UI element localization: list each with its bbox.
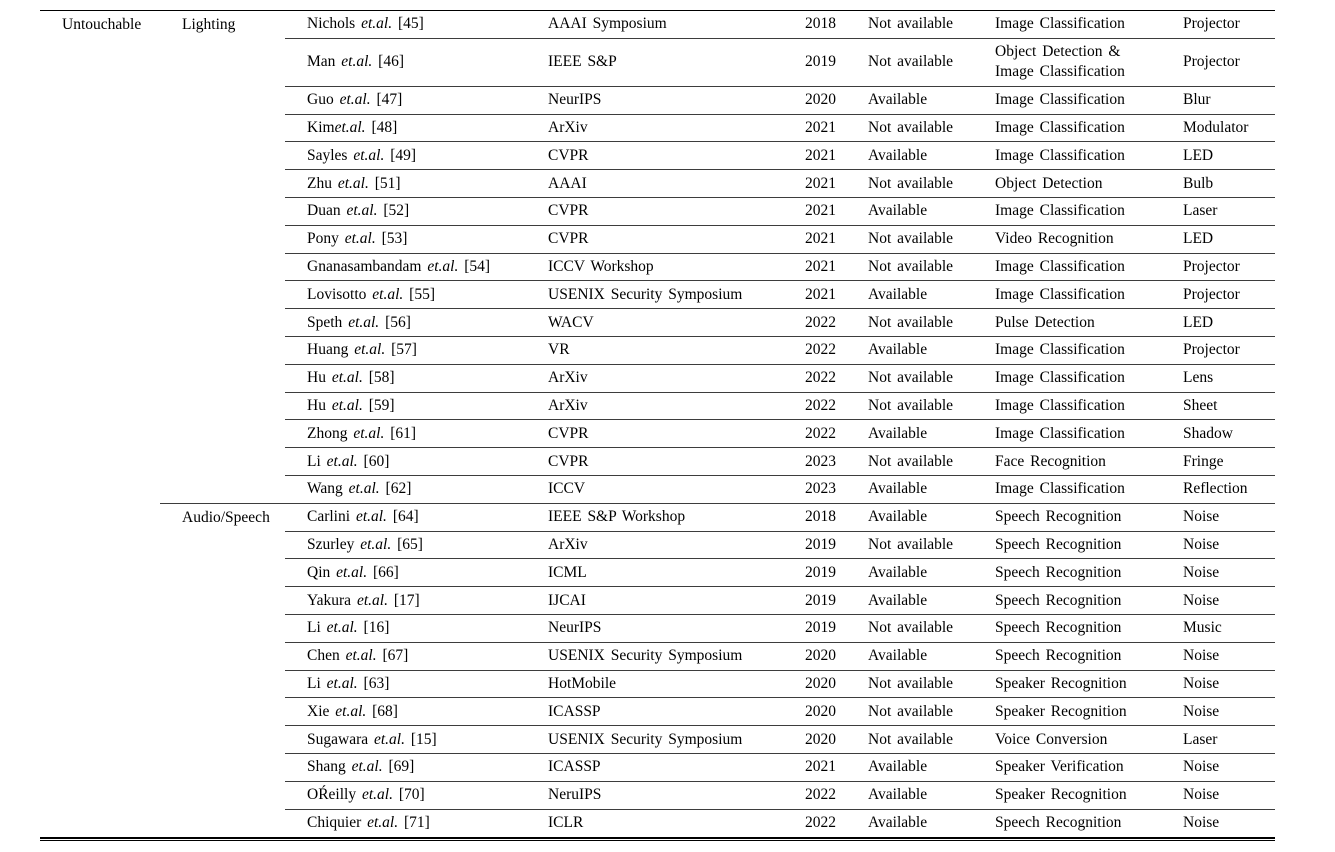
venue-cell: CVPR bbox=[526, 420, 783, 448]
availability-cell: Not available bbox=[846, 253, 973, 281]
reference-cell bbox=[285, 698, 526, 726]
reference-cell bbox=[285, 38, 526, 86]
author-name: Speth bbox=[307, 313, 349, 331]
author-name: Wang bbox=[307, 480, 349, 498]
medium-cell: Noise bbox=[1161, 670, 1275, 698]
year-cell: 2021 bbox=[783, 753, 846, 781]
reference-cell bbox=[285, 475, 526, 503]
reference-cell bbox=[285, 531, 526, 559]
availability-cell: Not available bbox=[846, 726, 973, 754]
author-name: Man bbox=[307, 53, 342, 71]
citation-number: [46] bbox=[372, 53, 404, 71]
venue-cell: USENIX Security Symposium bbox=[526, 281, 783, 309]
task-cell: Object Detection & Image Classification bbox=[973, 38, 1161, 86]
medium-cell: Noise bbox=[1161, 698, 1275, 726]
task-cell: Speech Recognition bbox=[973, 503, 1161, 531]
task-cell: Object Detection bbox=[973, 170, 1161, 198]
venue-cell: WACV bbox=[526, 309, 783, 337]
etal-label: et.al. bbox=[334, 118, 366, 136]
venue-cell: CVPR bbox=[526, 448, 783, 476]
citation-number: [15] bbox=[405, 730, 437, 748]
task-cell: Image Classification bbox=[973, 336, 1161, 364]
author-name: Guo bbox=[307, 91, 340, 109]
author-name: Zhong bbox=[307, 424, 354, 442]
year-cell: 2021 bbox=[783, 225, 846, 253]
etal-label: et.al. bbox=[353, 146, 385, 164]
medium-cell: Blur bbox=[1161, 86, 1275, 114]
author-name: Nichols bbox=[307, 15, 362, 33]
medium-cell: LED bbox=[1161, 309, 1275, 337]
year-cell: 2021 bbox=[783, 170, 846, 198]
table-row bbox=[40, 503, 1275, 531]
author-name: Duan bbox=[307, 202, 347, 220]
medium-cell: Reflection bbox=[1161, 475, 1275, 503]
medium-cell: Projector bbox=[1161, 281, 1275, 309]
etal-label: et.al. bbox=[360, 535, 392, 553]
etal-label: et.al. bbox=[355, 508, 387, 526]
year-cell: 2018 bbox=[783, 503, 846, 531]
venue-cell: AAAI bbox=[526, 170, 783, 198]
year-cell: 2019 bbox=[783, 531, 846, 559]
author-name: Yakura bbox=[307, 591, 357, 609]
etal-label: et.al. bbox=[356, 591, 388, 609]
task-cell: Image Classification bbox=[973, 392, 1161, 420]
task-cell: Pulse Detection bbox=[973, 309, 1161, 337]
citation-number: [47] bbox=[370, 91, 403, 109]
venue-cell: CVPR bbox=[526, 142, 783, 170]
author-name: OŔeilly bbox=[307, 786, 362, 804]
reference-cell bbox=[285, 642, 526, 670]
task-cell: Speech Recognition bbox=[973, 587, 1161, 615]
citation-number: [65] bbox=[391, 535, 423, 553]
year-cell: 2020 bbox=[783, 698, 846, 726]
citation-number: [53] bbox=[375, 230, 408, 248]
medium-cell: Noise bbox=[1161, 781, 1275, 809]
availability-cell: Not available bbox=[846, 392, 973, 420]
medium-cell: Projector bbox=[1161, 38, 1275, 86]
availability-cell: Not available bbox=[846, 38, 973, 86]
reference-cell bbox=[285, 114, 526, 142]
subcategory-cell: Audio/Speech bbox=[182, 508, 270, 526]
venue-cell: IEEE S&P bbox=[526, 38, 783, 86]
reference-cell bbox=[285, 11, 526, 39]
year-cell: 2022 bbox=[805, 814, 836, 832]
year-cell: 2021 bbox=[783, 253, 846, 281]
author-name: Sayles bbox=[307, 146, 354, 164]
task-cell: Image Classification bbox=[973, 114, 1161, 142]
task-cell: Video Recognition bbox=[973, 225, 1161, 253]
year-cell: 2020 bbox=[783, 670, 846, 698]
year-cell: 2022 bbox=[783, 364, 846, 392]
year-cell: 2022 bbox=[783, 336, 846, 364]
year-cell: 2023 bbox=[783, 475, 846, 503]
year-cell: 2019 bbox=[783, 587, 846, 615]
author-name: Zhu bbox=[307, 174, 338, 192]
availability-cell: Available bbox=[846, 420, 973, 448]
availability-cell: Not available bbox=[846, 698, 973, 726]
availability-cell: Available bbox=[846, 281, 973, 309]
medium-cell: Fringe bbox=[1161, 448, 1275, 476]
medium-cell: Noise bbox=[1161, 531, 1275, 559]
attack-survey-table bbox=[40, 10, 1275, 837]
venue-cell: IEEE S&P Workshop bbox=[526, 503, 783, 531]
venue-cell: ArXiv bbox=[526, 531, 783, 559]
reference-cell bbox=[285, 670, 526, 698]
venue-cell: ICML bbox=[526, 559, 783, 587]
availability-cell: Not available bbox=[846, 225, 973, 253]
etal-label: et.al. bbox=[339, 91, 371, 109]
task-cell: Image Classification bbox=[973, 364, 1161, 392]
task-cell: Image Classification bbox=[973, 281, 1161, 309]
reference-cell bbox=[285, 225, 526, 253]
availability-cell: Available bbox=[846, 559, 973, 587]
author-name: Huang bbox=[307, 341, 355, 359]
author-name: Carlini bbox=[307, 508, 356, 526]
medium-cell: Noise bbox=[1161, 753, 1275, 781]
etal-label: et.al. bbox=[348, 480, 380, 498]
availability-cell: Not available bbox=[846, 11, 973, 39]
citation-number: [55] bbox=[403, 285, 435, 303]
task-cell: Speech Recognition bbox=[973, 614, 1161, 642]
citation-number: [68] bbox=[366, 702, 398, 720]
citation-number: [60] bbox=[357, 452, 390, 470]
medium-cell: Noise bbox=[1161, 642, 1275, 670]
medium-cell: Modulator bbox=[1161, 114, 1275, 142]
availability-cell: Available bbox=[846, 781, 973, 809]
reference-cell bbox=[285, 809, 526, 837]
availability-cell: Available bbox=[846, 587, 973, 615]
citation-number: [63] bbox=[357, 674, 390, 692]
reference-cell bbox=[285, 587, 526, 615]
citation-number: [16] bbox=[357, 619, 390, 637]
year-cell: 2020 bbox=[783, 642, 846, 670]
task-cell: Image Classification bbox=[973, 86, 1161, 114]
author-name: Sugawara bbox=[307, 730, 374, 748]
venue-cell: ICASSP bbox=[526, 753, 783, 781]
year-cell: 2021 bbox=[783, 197, 846, 225]
medium-cell: LED bbox=[1161, 142, 1275, 170]
year-cell: 2023 bbox=[783, 448, 846, 476]
medium-cell: Noise bbox=[1161, 503, 1275, 531]
availability-cell: Available bbox=[846, 336, 973, 364]
table-body bbox=[40, 11, 1275, 837]
task-cell: Speech Recognition bbox=[995, 814, 1122, 832]
availability-cell: Available bbox=[846, 197, 973, 225]
etal-label: et.al. bbox=[345, 647, 377, 665]
author-name: Li bbox=[307, 619, 327, 637]
availability-cell: Not available bbox=[846, 114, 973, 142]
task-cell: Speaker Recognition bbox=[973, 698, 1161, 726]
reference-cell bbox=[285, 86, 526, 114]
citation-number: [70] bbox=[392, 786, 425, 804]
year-cell: 2020 bbox=[783, 86, 846, 114]
citation-number: [67] bbox=[376, 647, 409, 665]
availability-cell: Not available bbox=[846, 614, 973, 642]
task-cell: Image Classification bbox=[973, 475, 1161, 503]
citation-number: [61] bbox=[384, 424, 417, 442]
availability-cell: Available bbox=[846, 142, 973, 170]
year-cell: 2022 bbox=[783, 392, 846, 420]
paper-table-container bbox=[40, 10, 1275, 841]
table-row bbox=[40, 11, 1275, 39]
task-cell: Speaker Verification bbox=[973, 753, 1161, 781]
subcategory-cell: Lighting bbox=[160, 11, 285, 504]
medium-cell: Noise bbox=[1161, 559, 1275, 587]
year-cell: 2022 bbox=[783, 781, 846, 809]
etal-label: et.al. bbox=[351, 758, 383, 776]
availability-cell: Available bbox=[846, 475, 973, 503]
author-name: Chiquier bbox=[307, 814, 368, 832]
reference-cell bbox=[285, 364, 526, 392]
category-cell: Untouchable bbox=[62, 16, 142, 33]
medium-cell: Noise bbox=[1161, 587, 1275, 615]
availability-cell: Not available bbox=[846, 448, 973, 476]
task-cell: Speaker Recognition bbox=[973, 670, 1161, 698]
availability-cell: Not available bbox=[846, 670, 973, 698]
year-cell: 2021 bbox=[783, 281, 846, 309]
year-cell: 2019 bbox=[783, 38, 846, 86]
reference-cell bbox=[285, 503, 526, 531]
reference-cell bbox=[285, 281, 526, 309]
etal-label: et.al. bbox=[326, 619, 358, 637]
task-cell: Speech Recognition bbox=[973, 642, 1161, 670]
year-cell: 2022 bbox=[783, 309, 846, 337]
etal-label: et.al. bbox=[427, 257, 459, 275]
availability-cell: Not available bbox=[846, 170, 973, 198]
citation-number: [17] bbox=[387, 591, 420, 609]
reference-cell bbox=[285, 614, 526, 642]
citation-number: [51] bbox=[368, 174, 401, 192]
author-name: Qin bbox=[307, 563, 337, 581]
task-cell: Face Recognition bbox=[973, 448, 1161, 476]
year-cell: 2020 bbox=[783, 726, 846, 754]
citation-number: [59] bbox=[362, 396, 395, 414]
author-name: Lovisotto bbox=[307, 285, 373, 303]
reference-cell bbox=[285, 781, 526, 809]
reference-cell bbox=[285, 420, 526, 448]
etal-label: et.al. bbox=[361, 15, 393, 33]
reference-cell bbox=[285, 253, 526, 281]
reference-cell bbox=[285, 392, 526, 420]
medium-cell: Projector bbox=[1161, 11, 1275, 39]
medium-cell: Lens bbox=[1161, 364, 1275, 392]
venue-cell: CVPR bbox=[526, 197, 783, 225]
year-cell: 2022 bbox=[783, 420, 846, 448]
citation-number: [49] bbox=[384, 146, 417, 164]
etal-label: et.al. bbox=[344, 230, 376, 248]
venue-cell: CVPR bbox=[526, 225, 783, 253]
availability-cell: Available bbox=[868, 814, 928, 832]
table-bottom-rule bbox=[40, 837, 1275, 842]
etal-label: et.al. bbox=[337, 174, 369, 192]
venue-cell: HotMobile bbox=[526, 670, 783, 698]
task-cell: Speaker Recognition bbox=[973, 781, 1161, 809]
author-name: Shang bbox=[307, 758, 352, 776]
medium-cell: Sheet bbox=[1161, 392, 1275, 420]
reference-cell bbox=[285, 309, 526, 337]
author-name: Hu bbox=[307, 396, 332, 414]
availability-cell: Not available bbox=[846, 309, 973, 337]
reference-cell bbox=[285, 142, 526, 170]
reference-cell bbox=[285, 559, 526, 587]
medium-cell: Bulb bbox=[1161, 170, 1275, 198]
venue-cell: ICCV bbox=[526, 475, 783, 503]
medium-cell: Laser bbox=[1161, 197, 1275, 225]
venue-cell: VR bbox=[526, 336, 783, 364]
task-cell: Image Classification bbox=[973, 197, 1161, 225]
task-cell: Voice Conversion bbox=[973, 726, 1161, 754]
medium-cell: Laser bbox=[1161, 726, 1275, 754]
etal-label: et.al. bbox=[326, 674, 358, 692]
etal-label: et.al. bbox=[348, 313, 380, 331]
citation-number: [48] bbox=[365, 118, 398, 136]
task-cell: Image Classification bbox=[973, 253, 1161, 281]
etal-label: et.al. bbox=[331, 369, 363, 387]
citation-number: [52] bbox=[377, 202, 410, 220]
medium-cell: Noise bbox=[1183, 814, 1220, 832]
reference-cell bbox=[285, 197, 526, 225]
citation-number: [71] bbox=[398, 814, 430, 832]
medium-cell: LED bbox=[1161, 225, 1275, 253]
task-cell: Speech Recognition bbox=[973, 531, 1161, 559]
etal-label: et.al. bbox=[374, 730, 405, 748]
venue-cell: IJCAI bbox=[526, 587, 783, 615]
reference-cell bbox=[285, 336, 526, 364]
etal-label: et.al. bbox=[353, 424, 385, 442]
citation-number: [57] bbox=[385, 341, 417, 359]
venue-cell: NeurIPS bbox=[526, 614, 783, 642]
author-name: Gnanasambandam bbox=[307, 257, 428, 275]
medium-cell: Projector bbox=[1161, 336, 1275, 364]
year-cell: 2019 bbox=[783, 559, 846, 587]
availability-cell: Not available bbox=[846, 531, 973, 559]
venue-cell: ICASSP bbox=[526, 698, 783, 726]
venue-cell: USENIX Security Symposium bbox=[526, 726, 783, 754]
citation-number: [56] bbox=[379, 313, 411, 331]
availability-cell: Not available bbox=[846, 364, 973, 392]
venue-cell: ICCV Workshop bbox=[526, 253, 783, 281]
author-name: Xie bbox=[307, 702, 336, 720]
task-cell: Image Classification bbox=[973, 11, 1161, 39]
author-name: Hu bbox=[307, 369, 332, 387]
year-cell: 2018 bbox=[783, 11, 846, 39]
etal-label: et.al. bbox=[346, 202, 378, 220]
citation-number: [69] bbox=[382, 758, 415, 776]
availability-cell: Available bbox=[846, 642, 973, 670]
medium-cell: Shadow bbox=[1161, 420, 1275, 448]
venue-cell: NeurIPS bbox=[526, 86, 783, 114]
citation-number: [58] bbox=[362, 369, 395, 387]
etal-label: et.al. bbox=[326, 452, 358, 470]
year-cell: 2021 bbox=[783, 142, 846, 170]
task-cell: Image Classification bbox=[973, 142, 1161, 170]
reference-cell bbox=[285, 753, 526, 781]
year-cell: 2019 bbox=[783, 614, 846, 642]
etal-label: et.al. bbox=[341, 53, 373, 71]
availability-cell: Available bbox=[846, 503, 973, 531]
venue-cell: AAAI Symposium bbox=[526, 11, 783, 39]
reference-cell bbox=[285, 448, 526, 476]
citation-number: [54] bbox=[458, 257, 491, 275]
medium-cell: Projector bbox=[1161, 253, 1275, 281]
medium-cell: Music bbox=[1161, 614, 1275, 642]
availability-cell: Available bbox=[846, 86, 973, 114]
etal-label: et.al. bbox=[367, 814, 399, 832]
venue-cell: ICLR bbox=[548, 814, 584, 832]
venue-cell: ArXiv bbox=[526, 392, 783, 420]
author-name: Kim bbox=[307, 118, 335, 136]
reference-cell bbox=[285, 726, 526, 754]
author-name: Li bbox=[307, 452, 327, 470]
reference-cell bbox=[285, 170, 526, 198]
author-name: Li bbox=[307, 674, 327, 692]
citation-number: [62] bbox=[379, 480, 412, 498]
citation-number: [45] bbox=[392, 15, 424, 33]
availability-cell: Available bbox=[846, 753, 973, 781]
citation-number: [64] bbox=[386, 508, 419, 526]
task-cell: Image Classification bbox=[973, 420, 1161, 448]
citation-number: [66] bbox=[367, 563, 399, 581]
venue-cell: USENIX Security Symposium bbox=[526, 642, 783, 670]
etal-label: et.al. bbox=[331, 396, 363, 414]
venue-cell: ArXiv bbox=[526, 364, 783, 392]
etal-label: et.al. bbox=[354, 341, 386, 359]
etal-label: et.al. bbox=[335, 702, 367, 720]
year-cell: 2021 bbox=[783, 114, 846, 142]
venue-cell: ArXiv bbox=[526, 114, 783, 142]
task-cell: Speech Recognition bbox=[973, 559, 1161, 587]
etal-label: et.al. bbox=[336, 563, 368, 581]
author-name: Chen bbox=[307, 647, 346, 665]
etal-label: et.al. bbox=[361, 786, 393, 804]
etal-label: et.al. bbox=[372, 285, 404, 303]
author-name: Pony bbox=[307, 230, 345, 248]
author-name: Szurley bbox=[307, 535, 361, 553]
venue-cell: NeruIPS bbox=[526, 781, 783, 809]
